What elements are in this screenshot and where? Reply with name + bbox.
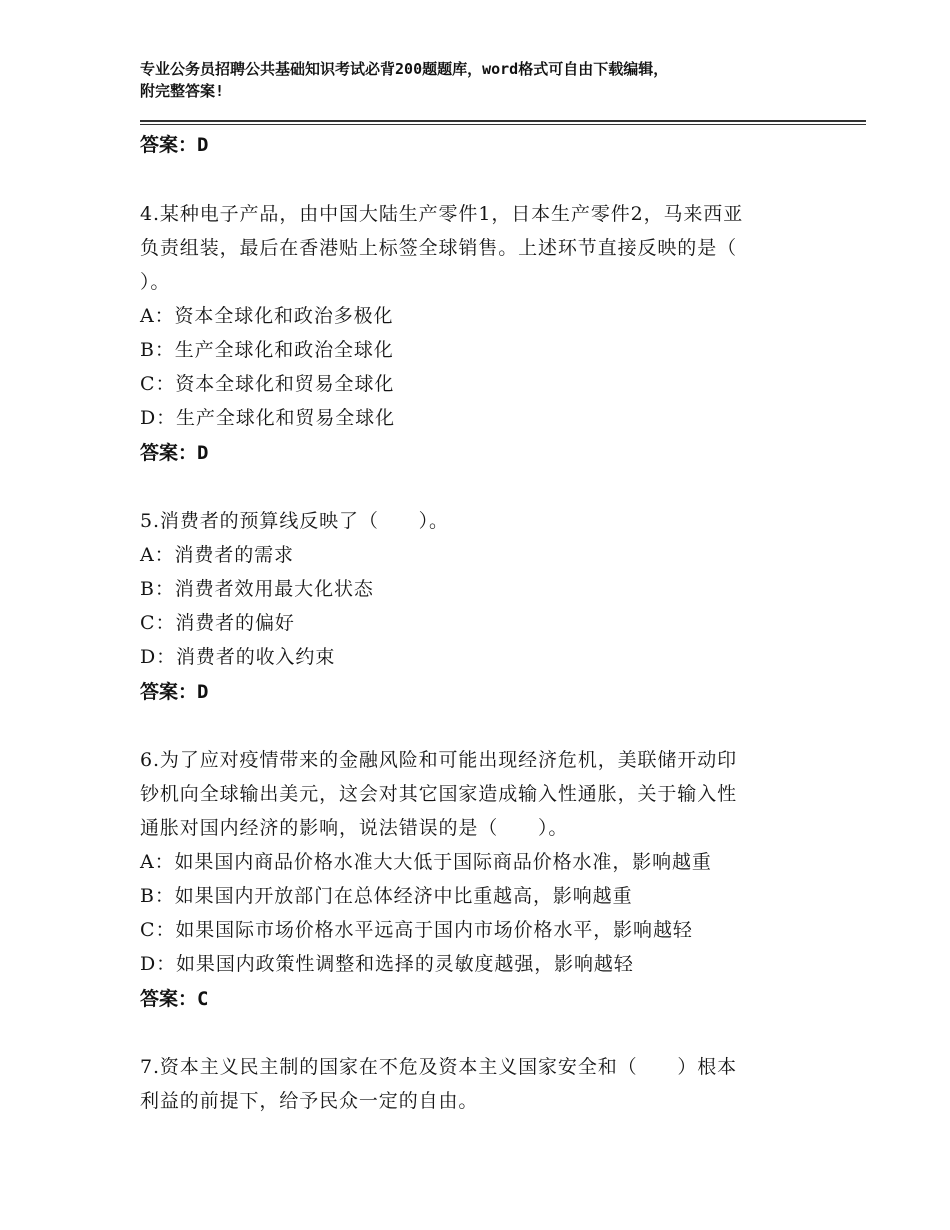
question-6-option-a: A：如果国内商品价格水准大大低于国际商品价格水准，影响越重: [140, 851, 712, 873]
question-5-line-1: 5.消费者的预算线反映了（ ）。: [140, 510, 449, 532]
question-5-option-c: C：消费者的偏好: [140, 612, 295, 634]
question-4-line-3: ）。: [140, 271, 171, 293]
question-7-line-2: 利益的前提下，给予民众一定的自由。: [140, 1090, 479, 1112]
question-6-line-3: 通胀对国内经济的影响，说法错误的是（ ）。: [140, 817, 569, 839]
header-rule-thin: [140, 124, 866, 125]
question-4-option-c: C：资本全球化和贸易全球化: [140, 373, 395, 395]
page-header: [140, 58, 810, 102]
question-6-option-d: D：如果国内政策性调整和选择的灵敏度越强，影响越轻: [140, 953, 634, 975]
question-5-option-b: B：消费者效用最大化状态: [140, 578, 374, 600]
question-5-answer: 答案：D: [140, 681, 209, 703]
question-6-line-2: 钞机向全球输出美元，这会对其它国家造成输入性通胀，关于输入性: [140, 783, 738, 805]
question-6-option-c: C：如果国际市场价格水平远高于国内市场价格水平，影响越轻: [140, 919, 693, 941]
question-4-answer: 答案：D: [140, 442, 209, 464]
header-rule-thick: [140, 120, 866, 122]
question-6-line-1: 6.为了应对疫情带来的金融风险和可能出现经济危机，美联储开动印: [140, 749, 738, 771]
question-4-line-1: 4.某种电子产品，由中国大陆生产零件1，日本生产零件2，马来西亚: [140, 203, 744, 225]
question-7-line-1: 7.资本主义民主制的国家在不危及资本主义国家安全和（ ）根本: [140, 1056, 738, 1078]
question-4-option-d: D：生产全球化和贸易全球化: [140, 407, 395, 429]
answer-line: 答案：D: [140, 134, 209, 156]
question-4-line-2: 负责组装，最后在香港贴上标签全球销售。上述环节直接反映的是（: [140, 237, 738, 259]
question-5-option-a: A：消费者的需求: [140, 544, 294, 566]
question-5-option-d: D：消费者的收入约束: [140, 646, 336, 668]
question-4-option-b: B：生产全球化和政治全球化: [140, 339, 394, 361]
header-line-1: 专业公务员招聘公共基础知识考试必背200题题库，word格式可自由下载编辑，: [140, 60, 669, 78]
question-6-option-b: B：如果国内开放部门在总体经济中比重越高，影响越重: [140, 885, 633, 907]
header-line-2: 附完整答案!: [140, 82, 225, 100]
question-6-answer: 答案：C: [140, 988, 209, 1010]
question-4-option-a: A：资本全球化和政治多极化: [140, 305, 394, 327]
